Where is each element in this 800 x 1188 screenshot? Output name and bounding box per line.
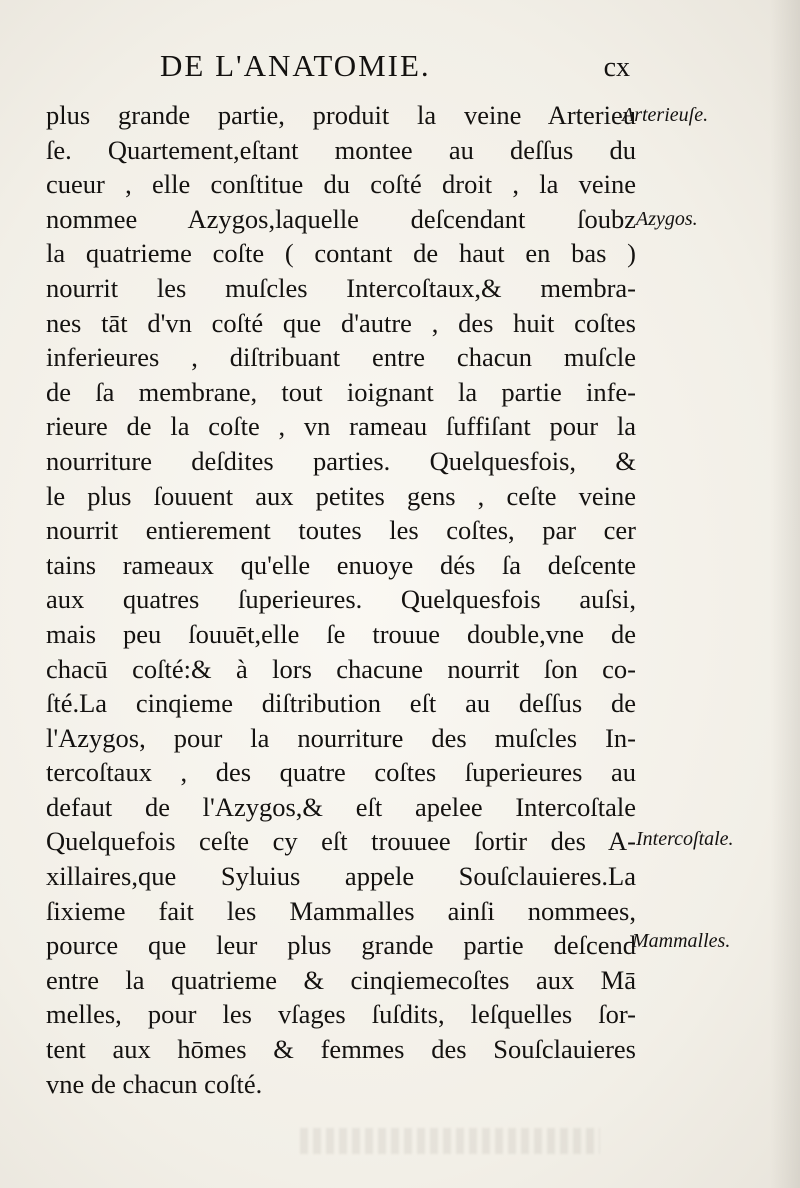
text-line: de ſa membrane, tout ioignant la partie infe- [46, 376, 636, 407]
text-line: chacū coſté:& à lors chacune nourrit ſon co- [46, 653, 636, 684]
text-line: ſe. Quartement,eſtant montee au deſſus du [46, 134, 636, 165]
text-line: inferieures , diſtribuant entre chacun muſcle [46, 342, 636, 373]
show-through-ink [300, 1128, 600, 1154]
page-header [160, 48, 630, 92]
text-line: xillaires,que Syluius appele Souſclauieres.La [46, 861, 636, 892]
margin-note-arterieuse: Arterieuſe. [622, 104, 709, 126]
margin-note-azygos: Azygos. [636, 208, 698, 230]
text-line: nes tāt d'vn coſté que d'autre , des huit coſtes [46, 307, 636, 338]
text-line: mais peu ſouuēt,elle ſe trouue double,vne de [46, 618, 636, 649]
running-title: DE L'ANATOMIE. [160, 48, 431, 83]
margin-note-intercostale: Intercoſtale. [636, 828, 734, 850]
text-line: ſté.La cinqieme diſtribution eſt au deſſus de [46, 688, 636, 719]
text-line: tercoſtaux , des quatre coſtes ſuperieures au [46, 757, 636, 788]
text-line: nourrit les muſcles Intercoſtaux,& membra- [46, 272, 636, 303]
text-line: rieure de la coſte , vn rameau ſuffiſant pour la [46, 411, 636, 442]
text-line: ſixieme fait les Mammalles ainſi nommees, [46, 895, 636, 926]
body-text [46, 98, 636, 1101]
text-line: tains rameaux qu'elle enuoye dés ſa deſcente [46, 549, 636, 580]
page-gutter-shadow [770, 0, 800, 1188]
page-number: cx [603, 52, 630, 83]
text-line: plus grande partie, produit la veine Arterieu [46, 100, 636, 130]
text-line: nommee Azygos,laquelle deſcendant ſoubz [46, 203, 636, 234]
text-line: nourriture deſdites parties. Quelquesfois, & [46, 445, 636, 476]
text-line: aux quatres ſuperieures. Quelquesfois auſsi, [46, 584, 636, 615]
text-line: Quelquefois ceſte cy eſt trouuee ſortir des A- [46, 826, 636, 857]
text-line: defaut de l'Azygos,& eſt apelee Intercoſtale [46, 791, 636, 822]
text-line: vne de chacun coſté. [46, 1068, 263, 1099]
text-line: tent aux hōmes & femmes des Souſclauieres [46, 1034, 636, 1065]
margin-note-mammalles: Mammalles. [632, 930, 731, 952]
text-line: nourrit entierement toutes les coſtes, par cer [46, 515, 636, 546]
text-line: le plus ſouuent aux petites gens , ceſte veine [46, 480, 636, 511]
text-line: cueur , elle conſtitue du coſté droit , la veine [46, 169, 636, 200]
text-line: melles, pour les vſages ſuſdits, leſquelles ſor- [46, 999, 636, 1030]
text-line: l'Azygos, pour la nourriture des muſcles In- [46, 722, 636, 753]
text-line: entre la quatrieme & cinqiemecoſtes aux Mā [46, 964, 636, 995]
text-line: la quatrieme coſte ( contant de haut en bas ) [46, 238, 636, 269]
text-line: pource que leur plus grande partie deſcend [46, 930, 636, 961]
